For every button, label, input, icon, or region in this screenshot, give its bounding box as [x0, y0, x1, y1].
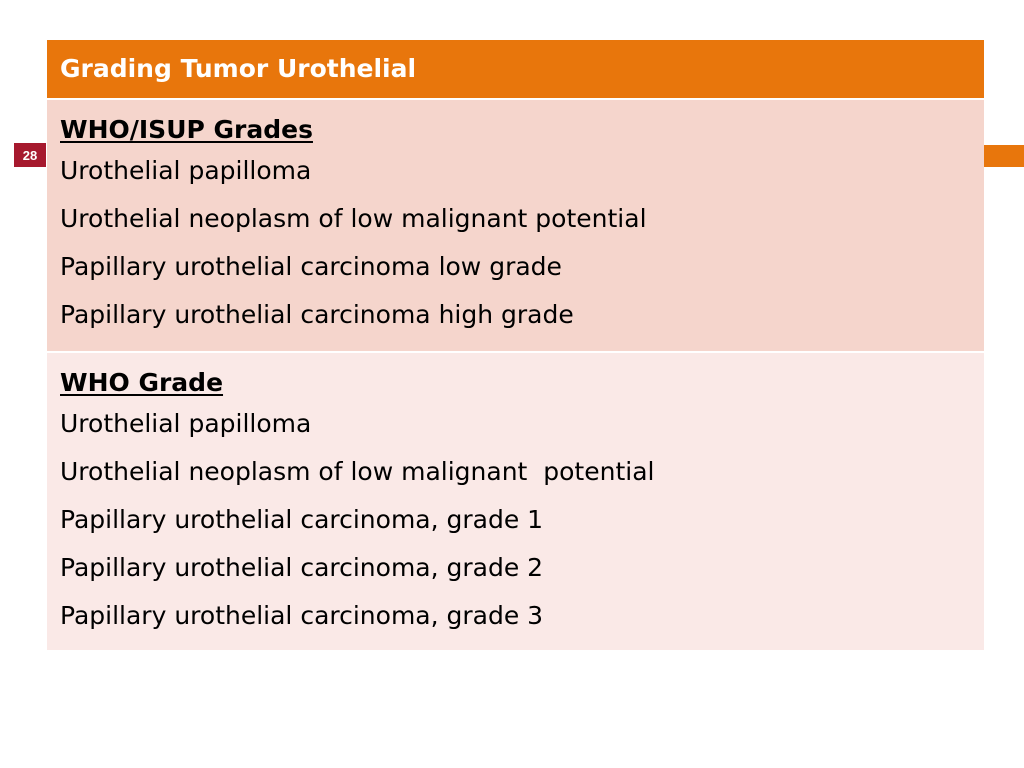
- list-item: Urothelial neoplasm of low malignant potential: [60, 457, 655, 486]
- list-item: Papillary urothelial carcinoma, grade 3: [60, 601, 544, 630]
- who-section: [47, 352, 984, 650]
- table-title: Grading Tumor Urothelial: [60, 54, 417, 83]
- list-item: Papillary urothelial carcinoma low grade: [60, 252, 562, 281]
- slide-number: 28: [22, 147, 38, 163]
- list-item: Papillary urothelial carcinoma high grade: [60, 300, 574, 329]
- section-heading: WHO Grade: [60, 368, 224, 397]
- table-header-cell: [47, 40, 984, 99]
- accent-bar: [984, 145, 1024, 167]
- list-item: Urothelial papilloma: [60, 156, 312, 185]
- list-item: Urothelial neoplasm of low malignant potential: [60, 204, 647, 233]
- list-item: Urothelial papilloma: [60, 409, 312, 438]
- grade-list: [60, 147, 971, 339]
- slide-number-badge: [14, 143, 46, 167]
- table-row: [47, 352, 984, 650]
- list-item: Papillary urothelial carcinoma, grade 1: [60, 505, 544, 534]
- list-item: Papillary urothelial carcinoma, grade 2: [60, 553, 544, 582]
- table-row: [47, 99, 984, 352]
- section-heading: WHO/ISUP Grades: [60, 115, 313, 144]
- who-isup-section: [47, 99, 984, 352]
- grading-table: [47, 40, 984, 650]
- table-header-row: [47, 40, 984, 99]
- grade-list: [60, 400, 971, 640]
